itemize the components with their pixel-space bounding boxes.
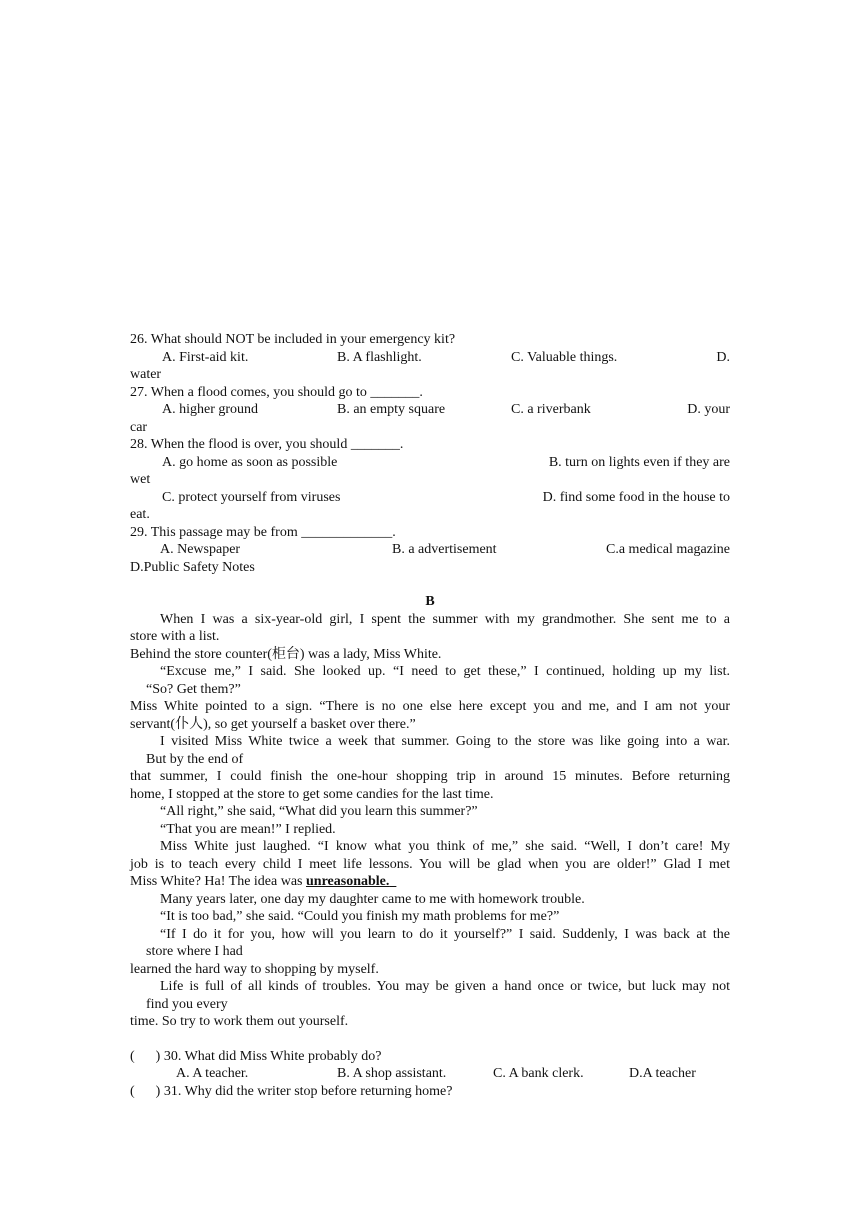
option-a: A. higher ground	[162, 402, 259, 417]
question-26-options	[130, 349, 730, 367]
option-d: D. your	[687, 402, 730, 417]
option-a: A. Newspaper	[160, 542, 241, 557]
option-b: B. A shop assistant.	[337, 1066, 447, 1081]
passage-line: Behind the store counter(柜台) was a lady, Miss White.	[130, 646, 442, 662]
option-b: B. a advertisement	[392, 542, 497, 557]
option-d: D.A teacher	[629, 1066, 696, 1081]
option-d-line: D.Public Safety Notes	[130, 559, 255, 575]
option-d-wrap: water	[130, 367, 162, 382]
question-29-options	[130, 541, 730, 559]
option-d-wrap: eat.	[130, 507, 150, 522]
passage-line: Miss White pointed to a sign. “There is no one else here except you and me, and I am not your	[130, 699, 730, 714]
option-c: C.a medical magazine	[606, 542, 730, 557]
passage-line: “That you are mean!” I replied.	[160, 821, 336, 837]
question-27-stem: 27. When a flood comes, you should go to _______.	[130, 384, 423, 400]
passage-line: When I was a six-year-old girl, I spent the summer with my grandmother. She sent me to a	[160, 611, 730, 627]
passage-line: Miss White? Ha! The idea was unreasonable.	[130, 874, 390, 889]
passage-line: I visited Miss White twice a week that summer. Going to the store was like going into a war.	[160, 734, 730, 749]
passage-line: Many years later, one day my daughter came to me with homework trouble.	[160, 891, 585, 907]
question-29-stem: 29. This passage may be from _____________.	[130, 524, 396, 540]
question-31-stem: ( ) 31. Why did the writer stop before returning home?	[130, 1083, 453, 1099]
question-26-stem: 26. What should NOT be included in your emergency kit?	[130, 332, 456, 347]
passage-line: “So? Get them?”	[146, 681, 241, 697]
option-c: C. A bank clerk.	[493, 1066, 584, 1081]
question-28-stem: 28. When the flood is over, you should _______.	[130, 437, 404, 452]
question-28-options-cd	[130, 489, 730, 507]
option-c: C. a riverbank	[511, 402, 591, 417]
question-28-options-ab	[130, 454, 730, 472]
passage-line: “It is too bad,” she said. “Could you finish my math problems for me?”	[160, 909, 560, 924]
passage-line: servant(仆人), so get yourself a basket over there.”	[130, 716, 416, 732]
question-30-options	[130, 1065, 730, 1083]
passage-line: “All right,” she said, “What did you learn this summer?”	[160, 804, 478, 819]
passage-line: time. So try to work them out yourself.	[130, 1014, 349, 1029]
question-27-options	[130, 401, 730, 419]
option-b: B. turn on lights even if they are	[548, 454, 730, 470]
option-b: B. an empty square	[337, 402, 446, 417]
option-b: B. A flashlight.	[337, 349, 422, 365]
option-d-wrap: car	[130, 419, 148, 435]
option-d: D. find some food in the house to	[542, 489, 730, 505]
option-d: D.	[716, 349, 730, 365]
passage-line: store where I had	[146, 944, 243, 959]
option-a: A. A teacher.	[176, 1066, 249, 1081]
option-a: A. First-aid kit.	[162, 349, 249, 365]
passage-line: Life is full of all kinds of troubles. You may be given a hand once or twice, but luck may not	[160, 979, 730, 994]
underlined-word: unreasonable.	[306, 874, 390, 889]
passage-line: job is to teach every child I meet life lessons. You will be glad when you are older!” Glad I met	[130, 856, 730, 872]
document-page	[130, 331, 730, 1100]
passage-line: that summer, I could finish the one-hour shopping trip in around 15 minutes. Before returning	[130, 769, 730, 784]
option-c: C. protect yourself from viruses	[162, 489, 341, 505]
option-c: C. Valuable things.	[511, 349, 618, 365]
option-b-wrap: wet	[130, 472, 151, 487]
passage-line: “If I do it for you, how will you learn to do it yourself?” I said. Suddenly, I was back at the	[160, 926, 730, 942]
question-30-stem: ( ) 30. What did Miss White probably do?	[130, 1048, 382, 1064]
passage-line: “Excuse me,” I said. She looked up. “I need to get these,” I continued, holding up my list.	[160, 664, 730, 679]
passage-line: find you every	[146, 996, 228, 1012]
option-a: A. go home as soon as possible	[162, 454, 338, 470]
passage-line: home, I stopped at the store to get some candies for the last time.	[130, 786, 494, 802]
passage-line: learned the hard way to shopping by myself.	[130, 961, 379, 977]
passage-line: But by the end of	[146, 751, 244, 767]
passage-line: Miss White just laughed. “I know what you think of me,” she said. “Well, I don’t care! My	[160, 839, 730, 854]
passage-line: store with a list.	[130, 629, 220, 644]
section-heading: B	[425, 594, 435, 609]
